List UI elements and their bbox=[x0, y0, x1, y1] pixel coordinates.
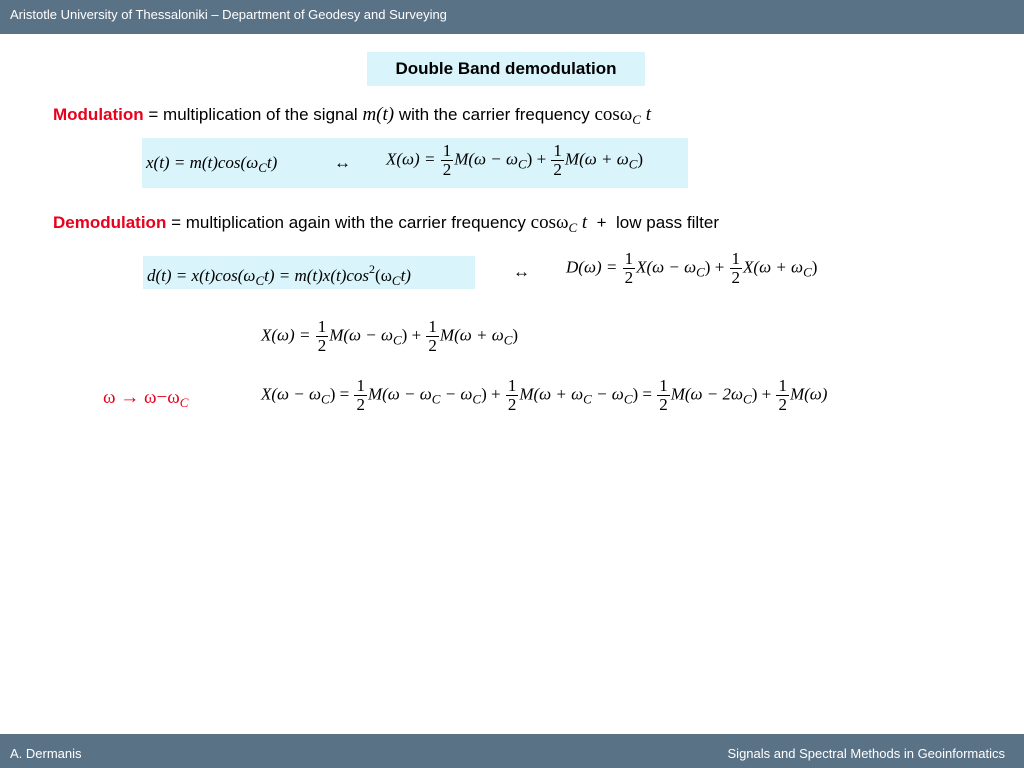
demodulation-line bbox=[53, 212, 719, 236]
modulation-keyword: Modulation bbox=[53, 105, 144, 124]
substitution-note: $\omega \to \omega-\omega_C$ bbox=[103, 387, 189, 410]
eq2-arrow: ↔ bbox=[513, 262, 530, 281]
modulation-carrier: cosω$_C$ t bbox=[594, 104, 651, 127]
header-bar bbox=[0, 0, 1024, 34]
modulation-text-b: with the carrier frequency bbox=[398, 105, 590, 124]
eq3: X(ω) = $\frac{1}{2}$ $M(\omega - \omega_C)$ + $\frac{1}{2}$ $M(\omega + \omega_C)$ bbox=[261, 317, 519, 355]
demodulation-keyword: Demodulation bbox=[53, 213, 167, 232]
demodulation-plus: + bbox=[596, 213, 607, 232]
demodulation-text-a: = multiplication again with the carrier frequency bbox=[171, 213, 526, 232]
demodulation-text-b: low pass filter bbox=[616, 213, 720, 232]
eq4: $X(\omega - \omega_C)$ = $\frac{1}{2}$ $M(\omega - \omega_C - \omega_C)$ + $\frac{1}{2}$ $M(\omega + \omega_C - \omega_C)$ = $\frac{1}{2}$ $M(\omega - 2\omega_C)$ + $\frac{1}{2}$ M(ω) bbox=[261, 376, 828, 414]
slide-title: Double Band demodulation bbox=[367, 52, 645, 86]
eq1-right: X(ω) = $\frac{1}{2}$ $M(\omega - \omega_C)$ + $\frac{1}{2}$ $M(\omega + \omega_C)$ bbox=[386, 141, 644, 179]
modulation-signal: m(t) bbox=[362, 104, 395, 125]
footer-bar bbox=[0, 734, 1024, 768]
footer-author: A. Dermanis bbox=[10, 746, 82, 761]
footer-course: Signals and Spectral Methods in Geoinformatics bbox=[727, 746, 1005, 761]
demodulation-carrier: cosω$_C$ t bbox=[530, 212, 588, 235]
eq1-arrow: ↔ bbox=[334, 153, 351, 172]
eq2-left: $d(t) = x(t)\cos(\omega_Ct) = m(t)x(t)\cos^2(\omega_Ct)$ bbox=[147, 262, 411, 288]
eq2-right: D(ω) = $\frac{1}{2}$ $X(\omega - \omega_C)$ + $\frac{1}{2}$ $X(\omega + \omega_C)$ bbox=[566, 249, 818, 287]
eq1-left: $x(t) = m(t)\cos(\omega_Ct)$ bbox=[146, 153, 278, 175]
modulation-line bbox=[53, 104, 651, 128]
modulation-text-a: = multiplication of the signal bbox=[148, 105, 358, 124]
header-text: Aristotle University of Thessaloniki – Department of Geodesy and Surveying bbox=[10, 7, 447, 22]
